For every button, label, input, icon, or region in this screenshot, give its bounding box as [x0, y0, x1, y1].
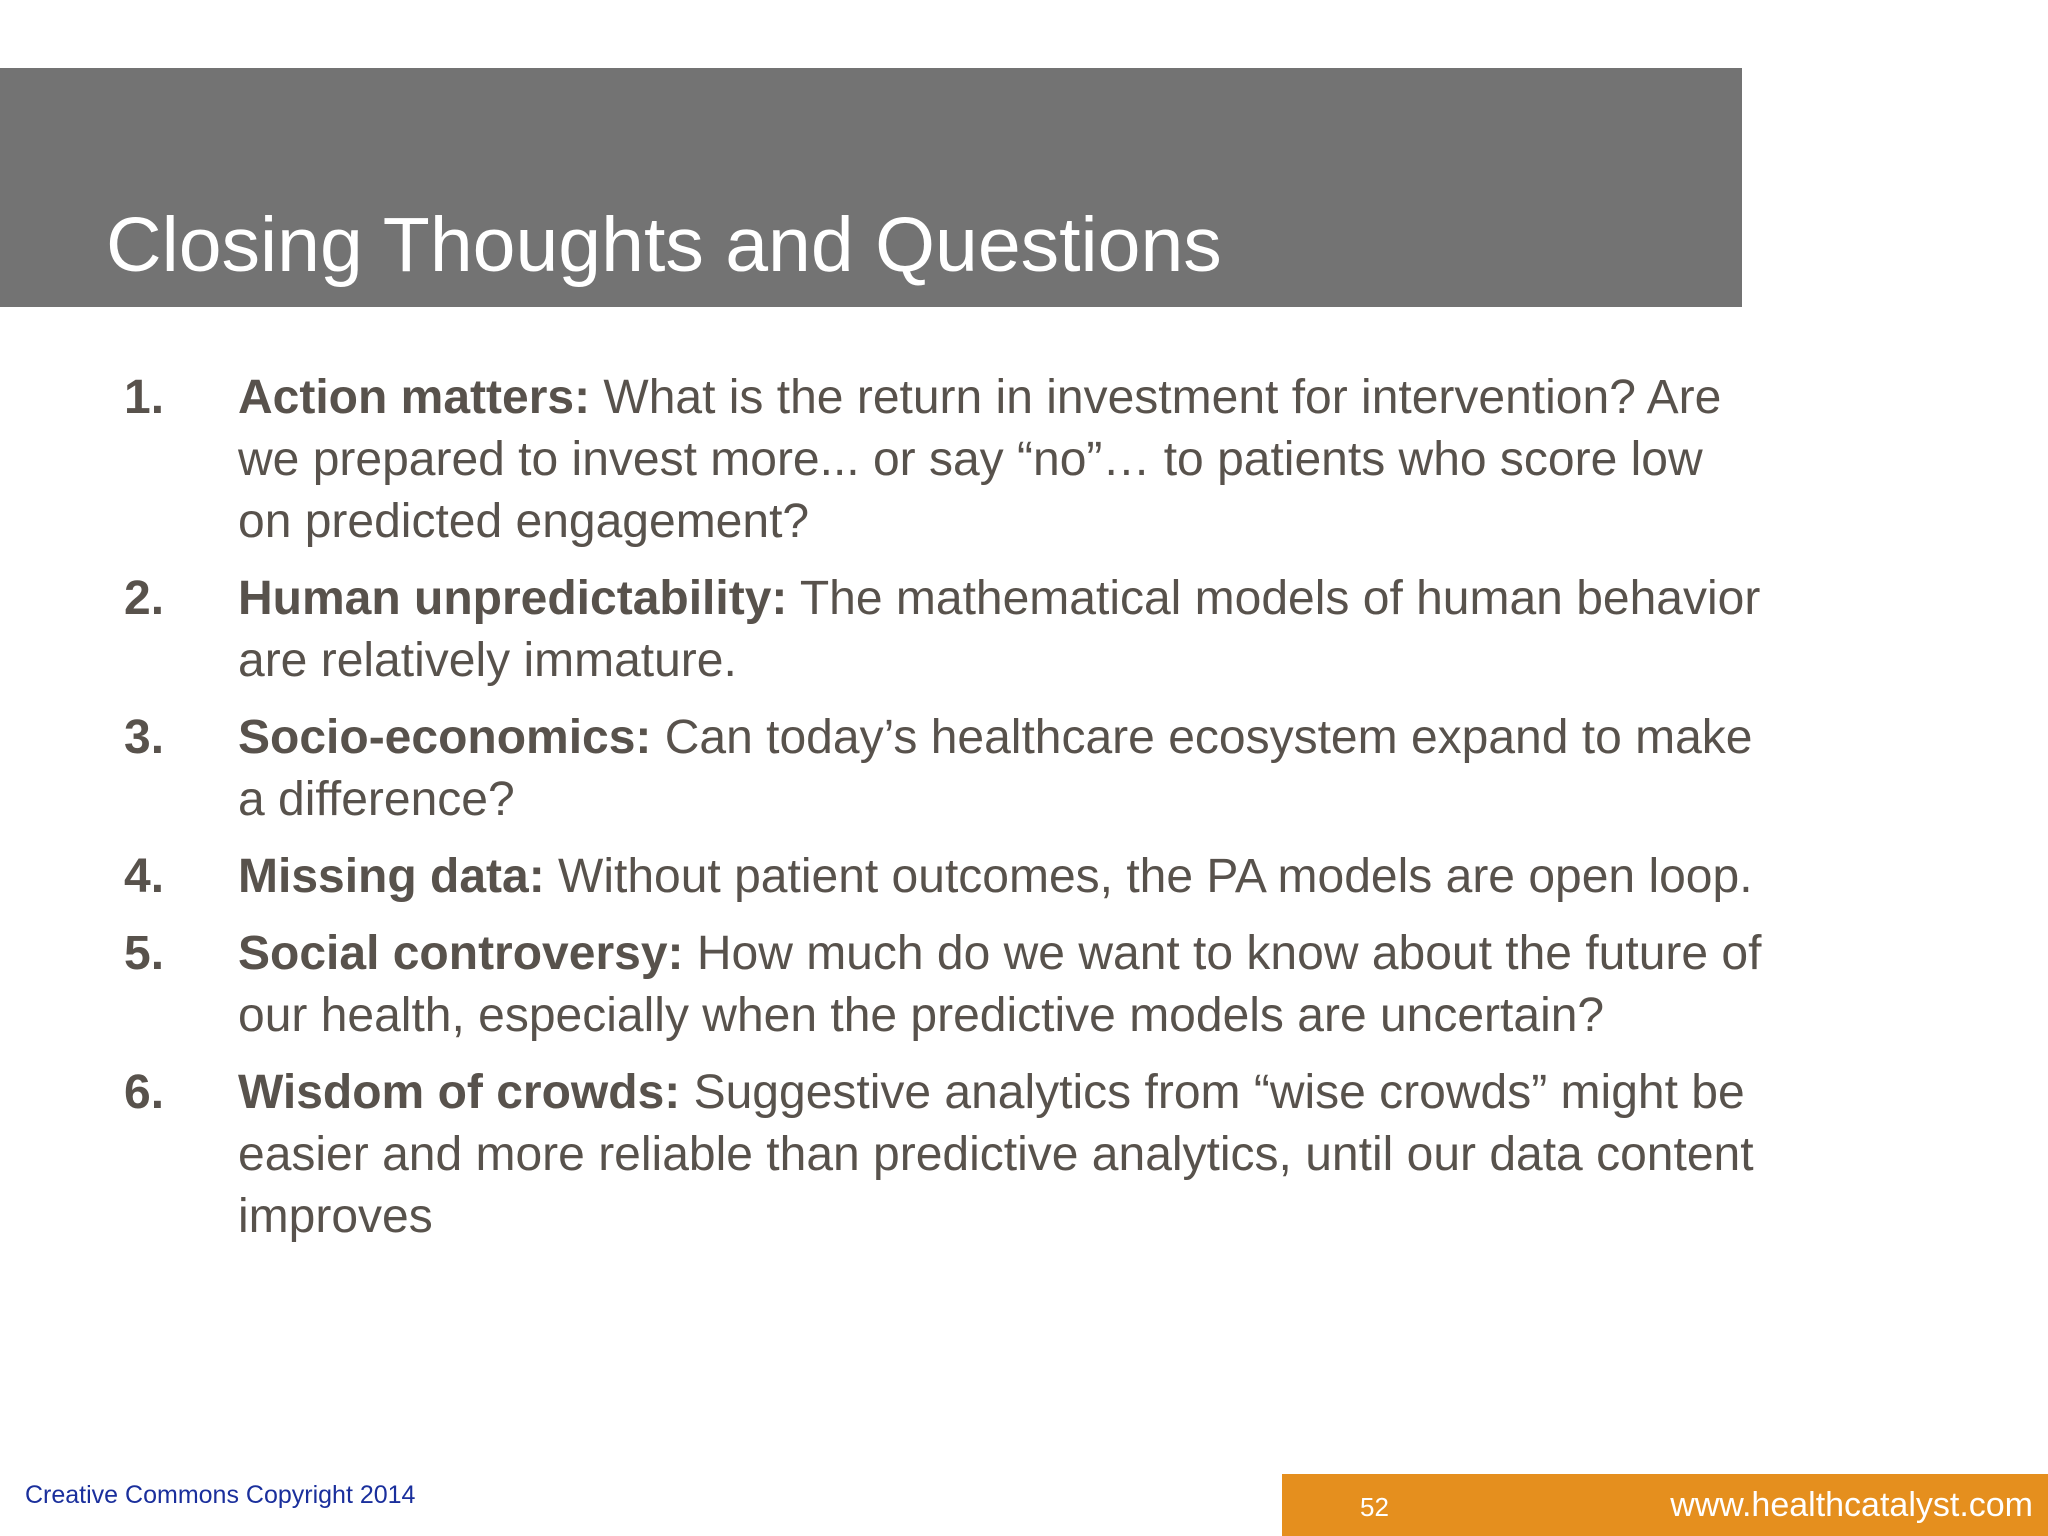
item-text: What is the return in investment for intervention? Are we prepared to invest more... or say “no”… to patients who score low on predicted engagement?: [238, 371, 1722, 548]
list-item: [124, 1062, 1764, 1248]
item-number: 4.: [124, 850, 165, 903]
list-item: [124, 707, 1764, 831]
item-number: 5.: [124, 927, 165, 980]
page-number: 52: [1360, 1492, 1389, 1522]
list-item: [124, 923, 1764, 1047]
item-text: Can today’s healthcare ecosystem expand to make a difference?: [238, 711, 1753, 826]
item-number: 6.: [124, 1066, 165, 1119]
item-text: Suggestive analytics from “wise crowds” might be easier and more reliable than predictive analytics, until our data content improves: [238, 1066, 1754, 1243]
copyright-notice: Creative Commons Copyright 2014: [25, 1481, 416, 1509]
slide-title: Closing Thoughts and Questions: [106, 202, 1222, 288]
item-term: Action matters:: [238, 371, 591, 424]
item-term: Social controversy:: [238, 927, 684, 980]
item-text: How much do we want to know about the future of our health, especially when the predictive models are uncertain?: [238, 927, 1762, 1042]
item-text: The mathematical models of human behavior are relatively immature.: [238, 572, 1761, 687]
website-url: www.healthcatalyst.com: [1670, 1486, 2033, 1524]
list-item: [124, 846, 1764, 908]
list-item: [124, 367, 1764, 553]
item-number: 1.: [124, 371, 165, 424]
list-item: [124, 568, 1764, 692]
item-text: Without patient outcomes, the PA models are open loop.: [544, 850, 1753, 903]
item-number: 2.: [124, 572, 165, 625]
item-term: Socio-economics:: [238, 711, 652, 764]
item-number: 3.: [124, 711, 165, 764]
item-term: Human unpredictability:: [238, 572, 788, 625]
item-term: Wisdom of crowds:: [238, 1066, 681, 1119]
item-term: Missing data:: [238, 850, 545, 903]
footer-bar: [1282, 1474, 2048, 1536]
closing-thoughts-list: [124, 367, 1764, 1263]
